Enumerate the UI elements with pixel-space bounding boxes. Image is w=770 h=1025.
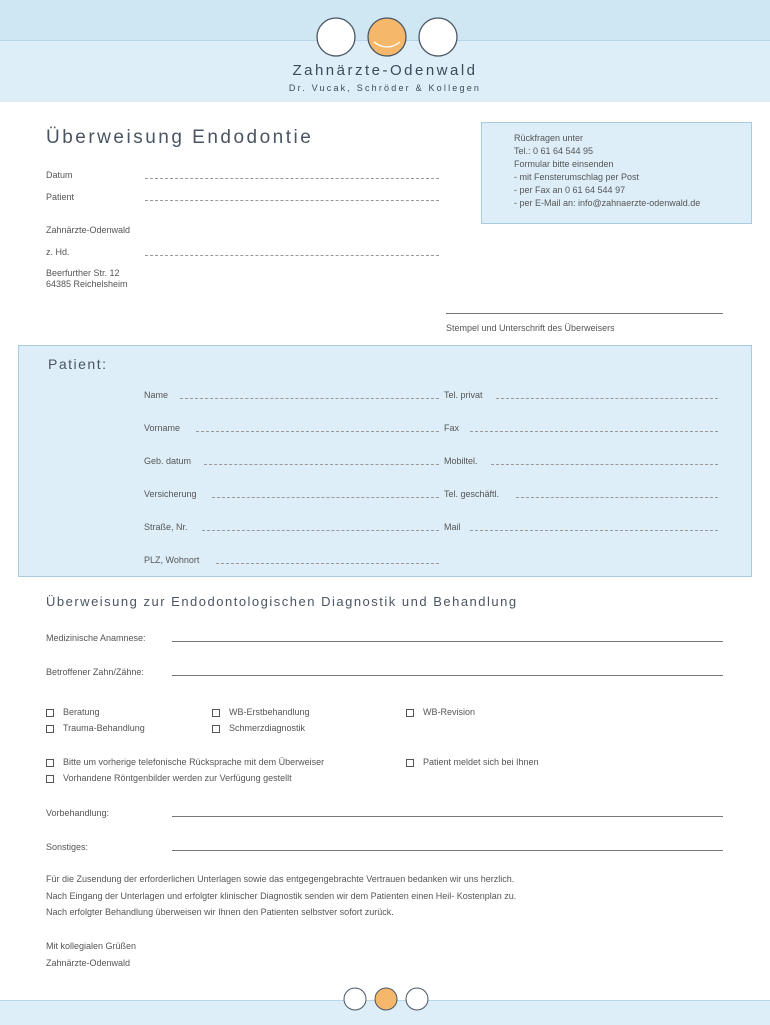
checkbox-icon	[406, 709, 414, 717]
checkbox-patient-meldet[interactable]	[406, 757, 539, 767]
checkbox-rueckspraeche[interactable]	[46, 757, 324, 767]
zhd-field[interactable]	[145, 255, 439, 256]
vorbehandlung-field[interactable]	[172, 816, 723, 817]
contact-info-box	[481, 122, 752, 224]
anamnese-label: Medizinische Anamnese:	[46, 633, 146, 643]
patient-field[interactable]	[145, 200, 439, 201]
contact-info-lines	[514, 132, 700, 210]
info-line: Tel.: 0 61 64 544 95	[514, 146, 594, 156]
patient-mail-field[interactable]	[470, 530, 718, 531]
checkbox-icon	[46, 759, 54, 767]
signature: Zahnärzte-Odenwald	[46, 957, 131, 968]
zhd-label: z. Hd.	[46, 247, 70, 257]
vorbehandlung-label: Vorbehandlung:	[46, 808, 110, 818]
footer-logo-circles-icon	[341, 987, 431, 1013]
patient-section-title: Patient:	[48, 356, 108, 372]
closing-text	[46, 871, 746, 921]
patient-birthdate-field[interactable]	[204, 464, 439, 465]
patient-label: Patient	[46, 192, 75, 202]
checkbox-icon	[212, 709, 220, 717]
checkbox-roentgen[interactable]	[46, 773, 292, 783]
teeth-label: Betroffener Zahn/Zähne:	[46, 667, 144, 677]
sonstiges-field[interactable]	[172, 850, 723, 851]
info-line: Formular bitte einsenden	[514, 159, 614, 169]
checkbox-label: Vorhandene Röntgenbilder werden zur Verfügung gestellt	[63, 773, 292, 783]
checkbox-icon	[406, 759, 414, 767]
anamnese-field[interactable]	[172, 641, 723, 642]
patient-insurance-label: Versicherung	[144, 489, 197, 499]
checkbox-wb-revision[interactable]	[406, 707, 475, 717]
patient-phone-label: Tel. privat	[444, 390, 483, 400]
checkbox-icon	[46, 725, 54, 733]
patient-fax-label: Fax	[444, 423, 460, 433]
datum-label: Datum	[46, 170, 73, 180]
checkbox-icon	[46, 709, 54, 717]
stamp-label: Stempel und Unterschrift des Überweisers	[446, 323, 615, 333]
checkbox-label: WB-Erstbehandlung	[229, 707, 310, 717]
patient-city-field[interactable]	[216, 563, 439, 564]
patient-phone-field[interactable]	[496, 398, 718, 399]
practice-name: Zahnärzte-Odenwald	[46, 225, 131, 235]
checkbox-trauma[interactable]	[46, 723, 145, 733]
greeting: Mit kollegialen Grüßen	[46, 941, 137, 951]
patient-name-label: Name	[144, 390, 169, 400]
closing-paragraph: Für die Zusendung der erforderlichen Unterlagen sowie das entgegengebrachte Vertrauen bedanken wir uns herzlich.	[46, 874, 515, 884]
sonstiges-label: Sonstiges:	[46, 842, 89, 852]
city-address: 64385 Reichelsheim	[46, 279, 128, 289]
patient-city-label: PLZ, Wohnort	[144, 555, 200, 565]
checkbox-label: Bitte um vorherige telefonische Rücksprache mit dem Überweiser	[63, 757, 325, 767]
patient-fax-field[interactable]	[470, 431, 718, 432]
patient-mail-label: Mail	[444, 522, 461, 532]
brand-subtitle: Dr. Vucak, Schröder & Kollegen	[288, 83, 482, 93]
patient-birthdate-label: Geb. datum	[144, 456, 192, 466]
patient-street-label: Straße, Nr.	[144, 522, 188, 532]
info-line: - per Fax an 0 61 64 544 97	[514, 185, 626, 195]
patient-insurance-field[interactable]	[212, 497, 439, 498]
checkbox-label: WB-Revision	[423, 707, 476, 717]
patient-business-phone-field[interactable]	[516, 497, 718, 498]
checkbox-beratung[interactable]	[46, 707, 100, 717]
checkbox-wb-erst[interactable]	[212, 707, 310, 717]
patient-vorname-field[interactable]	[196, 431, 439, 432]
checkbox-label: Beratung	[63, 707, 100, 717]
info-line: - mit Fensterumschlag per Post	[514, 172, 640, 182]
closing-signoff	[46, 938, 136, 971]
checkbox-label: Patient meldet sich bei Ihnen	[423, 757, 539, 767]
patient-mobile-field[interactable]	[491, 464, 718, 465]
info-line: - per E-Mail an: info@zahnaerzte-odenwald.de	[514, 198, 701, 208]
checkbox-label: Trauma-Behandlung	[63, 723, 145, 733]
patient-name-field[interactable]	[180, 398, 439, 399]
checkbox-icon	[46, 775, 54, 783]
patient-vorname-label: Vorname	[144, 423, 181, 433]
logo-circles-icon	[312, 16, 462, 60]
checkbox-label: Schmerzdiagnostik	[229, 723, 306, 733]
patient-section	[18, 345, 752, 577]
patient-street-field[interactable]	[202, 530, 439, 531]
closing-paragraph: Nach Eingang der Unterlagen und erfolgter klinischer Diagnostik senden wir dem Patienten einen Heil- Kostenplan zu.	[46, 890, 517, 901]
street-address: Beerfurther Str. 12	[46, 268, 120, 278]
referral-section-title: Überweisung zur Endodontologischen Diagnostik und Behandlung	[46, 594, 518, 609]
info-line: Rückfragen unter	[514, 133, 584, 143]
datum-field[interactable]	[145, 178, 439, 179]
page-title: Überweisung Endodontie	[46, 127, 314, 148]
brand-name: Zahnärzte-Odenwald	[292, 62, 478, 79]
closing-paragraph: Nach erfolgter Behandlung überweisen wir Ihnen den Patienten selbstver sofort zurück.	[46, 907, 394, 917]
patient-mobile-label: Mobiltel.	[444, 456, 478, 466]
checkbox-schmerz[interactable]	[212, 723, 305, 733]
stamp-signature-field[interactable]	[446, 313, 723, 314]
patient-business-phone-label: Tel. geschäftl.	[444, 489, 500, 499]
checkbox-icon	[212, 725, 220, 733]
teeth-field[interactable]	[172, 675, 723, 676]
